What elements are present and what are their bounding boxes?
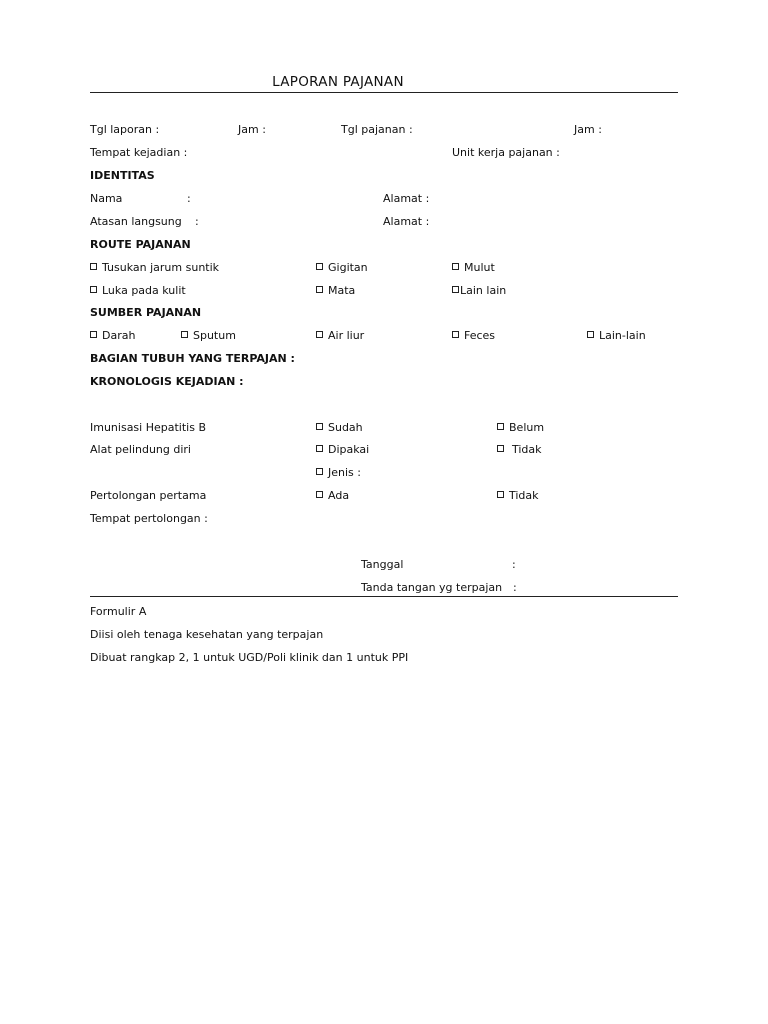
identitas-heading: IDENTITAS	[90, 169, 155, 182]
checkbox-icon[interactable]	[90, 263, 97, 270]
checkbox-icon[interactable]	[316, 468, 323, 475]
kronologis-heading: KRONOLOGIS KEJADIAN :	[90, 375, 244, 388]
footer-note-1: Diisi oleh tenaga kesehatan yang terpajan	[90, 628, 324, 641]
sumber-option-feces[interactable]: Feces	[452, 329, 495, 343]
pertolongan-option-tidak[interactable]: Tidak	[497, 489, 539, 503]
formulir-label: Formulir A	[90, 605, 147, 618]
checkbox-icon[interactable]	[181, 331, 188, 338]
checkbox-icon[interactable]	[316, 286, 323, 293]
tempat-pertolongan-label: Tempat pertolongan :	[90, 512, 208, 525]
atasan-alamat-label: Alamat :	[383, 215, 430, 228]
checkbox-icon[interactable]	[452, 263, 459, 270]
route-option-luka[interactable]: Luka pada kulit	[90, 284, 186, 298]
pertolongan-option-ada[interactable]: Ada	[316, 489, 349, 503]
route-option-tusukan[interactable]: Tusukan jarum suntik	[90, 261, 219, 275]
jam-pajanan-label: Jam :	[574, 123, 602, 136]
checkbox-icon[interactable]	[316, 423, 323, 430]
route-option-lain[interactable]: Lain lain	[452, 284, 506, 298]
sumber-heading: SUMBER PAJANAN	[90, 306, 202, 319]
apd-option-tidak[interactable]: Tidak	[497, 443, 542, 457]
sumber-option-darah[interactable]: Darah	[90, 329, 135, 343]
sumber-option-lain[interactable]: Lain-lain	[587, 329, 646, 343]
route-heading: ROUTE PAJANAN	[90, 238, 191, 251]
atasan-colon: :	[195, 215, 199, 228]
atasan-label: Atasan langsung	[90, 215, 182, 228]
apd-option-dipakai[interactable]: Dipakai	[316, 443, 369, 457]
tanggal-colon: :	[512, 558, 516, 571]
checkbox-icon[interactable]	[316, 445, 323, 452]
route-option-mata[interactable]: Mata	[316, 284, 355, 298]
imunisasi-label: Imunisasi Hepatitis B	[90, 421, 206, 434]
tanda-tangan-colon: :	[513, 581, 517, 594]
checkbox-icon[interactable]	[497, 445, 504, 452]
tempat-kejadian-label: Tempat kejadian :	[90, 146, 188, 159]
pertolongan-label: Pertolongan pertama	[90, 489, 207, 502]
apd-label: Alat pelindung diri	[90, 443, 191, 456]
checkbox-icon[interactable]	[316, 263, 323, 270]
checkbox-icon[interactable]	[316, 331, 323, 338]
route-option-mulut[interactable]: Mulut	[452, 261, 495, 275]
jam-laporan-label: Jam :	[238, 123, 266, 136]
tgl-pajanan-label: Tgl pajanan :	[341, 123, 413, 136]
imunisasi-option-sudah[interactable]: Sudah	[316, 421, 363, 435]
checkbox-icon[interactable]	[497, 491, 504, 498]
sumber-option-sputum[interactable]: Sputum	[181, 329, 236, 343]
checkbox-icon[interactable]	[452, 286, 459, 293]
tanda-tangan-label: Tanda tangan yg terpajan	[361, 581, 503, 594]
nama-colon: :	[187, 192, 191, 205]
checkbox-icon[interactable]	[316, 491, 323, 498]
footer-divider	[90, 596, 678, 597]
alamat-label: Alamat :	[383, 192, 430, 205]
footer-note-2: Dibuat rangkap 2, 1 untuk UGD/Poli klinik dan 1 untuk PPI	[90, 651, 409, 664]
title-divider	[90, 92, 678, 93]
unit-kerja-label: Unit kerja pajanan :	[452, 146, 560, 159]
checkbox-icon[interactable]	[497, 423, 504, 430]
checkbox-icon[interactable]	[452, 331, 459, 338]
checkbox-icon[interactable]	[90, 331, 97, 338]
form-title: LAPORAN PAJANAN	[272, 74, 404, 90]
checkbox-icon[interactable]	[587, 331, 594, 338]
nama-label: Nama	[90, 192, 123, 205]
route-option-gigitan[interactable]: Gigitan	[316, 261, 368, 275]
tgl-laporan-label: Tgl laporan :	[90, 123, 160, 136]
checkbox-icon[interactable]	[90, 286, 97, 293]
apd-option-jenis[interactable]: Jenis :	[316, 466, 361, 480]
tanggal-label: Tanggal	[361, 558, 404, 571]
sumber-option-air-liur[interactable]: Air liur	[316, 329, 364, 343]
imunisasi-option-belum[interactable]: Belum	[497, 421, 544, 435]
bagian-tubuh-heading: BAGIAN TUBUH YANG TERPAJAN :	[90, 352, 295, 365]
